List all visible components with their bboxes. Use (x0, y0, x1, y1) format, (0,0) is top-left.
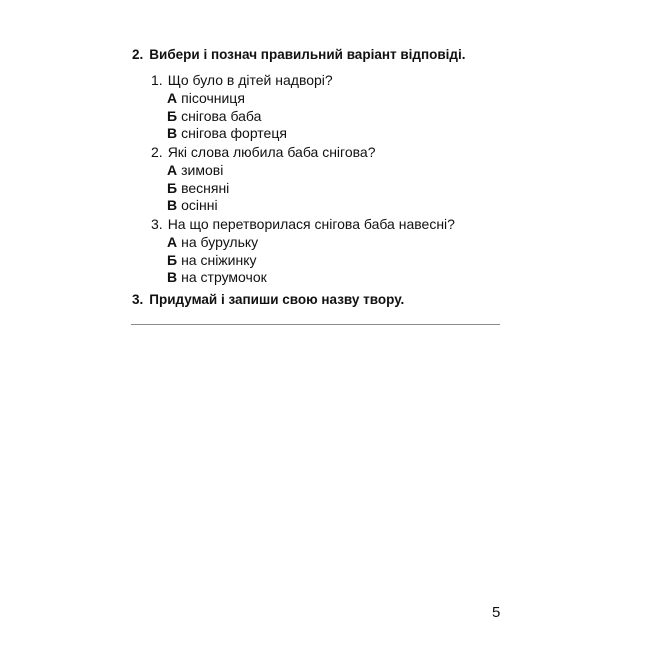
question-3-number: 3. (151, 216, 163, 232)
option-text: зимові (181, 162, 224, 178)
question-3-option-b[interactable] (167, 251, 257, 269)
task-3-title: Придумай і запиши свою назву твору. (149, 292, 405, 307)
task-2-heading (132, 46, 465, 64)
option-letter: Б (167, 252, 178, 268)
option-text: на бурульку (181, 234, 259, 250)
option-letter: В (167, 125, 178, 141)
option-letter: А (167, 234, 178, 250)
question-3-text: На що перетворилася снігова баба навесні? (167, 216, 455, 232)
question-3-option-a[interactable] (167, 233, 258, 251)
question-1-number: 1. (151, 72, 163, 88)
answer-writing-line[interactable] (131, 324, 500, 325)
option-text: весняні (181, 180, 230, 196)
task-3-number: 3. (132, 292, 144, 307)
page-number: 5 (492, 604, 501, 621)
option-letter: А (167, 162, 178, 178)
question-2-number: 2. (151, 144, 163, 160)
question-1-option-a[interactable] (167, 89, 245, 107)
question-1-option-c[interactable] (167, 124, 287, 142)
task-2-title: Вибери і познач правильний варіант відповіді. (149, 47, 466, 62)
question-2-text: Які слова любила баба снігова? (167, 144, 376, 160)
question-2 (151, 143, 375, 161)
option-text: снігова баба (181, 108, 262, 124)
question-1 (151, 71, 333, 89)
option-letter: В (167, 197, 178, 213)
question-2-option-c[interactable] (167, 196, 218, 214)
option-text: на сніжинку (181, 252, 257, 268)
task-3-heading (132, 291, 404, 309)
task-2-number: 2. (132, 47, 144, 62)
question-2-option-a[interactable] (167, 161, 223, 179)
option-letter: Б (167, 108, 178, 124)
question-3-option-c[interactable] (167, 268, 267, 286)
option-text: пісочниця (181, 90, 245, 106)
option-letter: А (167, 90, 178, 106)
question-1-text: Що було в дітей надворі? (167, 72, 333, 88)
question-1-option-b[interactable] (167, 107, 261, 125)
question-3 (151, 215, 455, 233)
question-2-option-b[interactable] (167, 179, 229, 197)
option-letter: Б (167, 180, 178, 196)
option-text: снігова фортеця (181, 125, 287, 141)
option-text: осінні (181, 197, 218, 213)
option-text: на струмочок (181, 269, 267, 285)
option-letter: В (167, 269, 178, 285)
